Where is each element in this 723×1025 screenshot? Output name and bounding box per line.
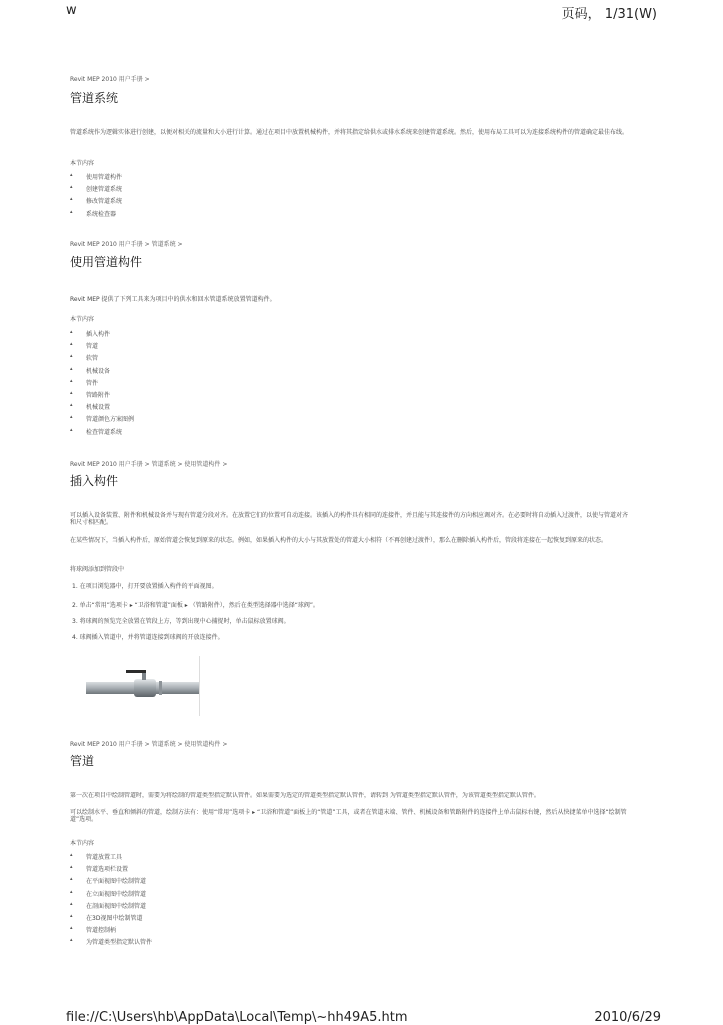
- footer-date: 2010/6/29: [594, 1010, 661, 1025]
- contents-link[interactable]: ▴ 机械设备: [70, 366, 134, 378]
- contents-link[interactable]: ▴ 创建管道系统: [70, 184, 122, 196]
- breadcrumb[interactable]: Revit MEP 2010 用户手册 >: [70, 76, 150, 83]
- section-paragraph: 可以插入设备装置、附件和机械设备并与现有管道分段对齐。在放置它们的位置可自动连接。该插入的构件具有相同的连接件，并且能与其连接件的方向相应调对齐。在必要时将自动插入过渡件，以使与管道对齐和尺寸相匹配。: [70, 512, 629, 526]
- valve-stem: [142, 673, 146, 680]
- contents-list: [70, 852, 152, 950]
- header-left-text: w: [66, 3, 77, 18]
- contents-link[interactable]: ▴ 管道控制柄: [70, 925, 152, 937]
- contents-link[interactable]: ▴ 检查管道系统: [70, 427, 134, 439]
- step-1: 1. 在项目浏览器中，打开要放置插入构件的平面视图。: [72, 583, 218, 590]
- breadcrumb[interactable]: Revit MEP 2010 用户手册 > 管道系统 > 使用管道构件 >: [70, 461, 228, 468]
- footer-file-path: file://C:\Users\hb\AppData\Local\Temp\~hh49A5.htm: [66, 1010, 408, 1025]
- contents-link[interactable]: ▴ 管道: [70, 341, 134, 353]
- section-paragraph: 可以绘制水平、垂直和倾斜的管道，绘制方法有：使用“常用”选项卡 ▸ “卫浴和管道”面板上的“管道”工具，或者在管道末端、管件、机械设备和管路附件的连接件上单击鼠标右键，然后从快捷菜单中选择“绘制管道”选项。: [70, 809, 627, 823]
- breadcrumb[interactable]: Revit MEP 2010 用户手册 > 管道系统 > 使用管道构件 >: [70, 741, 228, 748]
- valve-body: [134, 679, 156, 697]
- contents-link[interactable]: ▴ 系统检查器: [70, 209, 122, 221]
- contents-link[interactable]: ▴ 管件: [70, 378, 134, 390]
- section-title: 管道系统: [70, 91, 119, 105]
- header-page-number: 页码， 1/31(W): [561, 7, 657, 22]
- contents-list: [70, 329, 134, 439]
- contents-link[interactable]: ▴ 为管道类型指定默认管件: [70, 937, 152, 949]
- contents-link[interactable]: ▴ 管路附件: [70, 390, 134, 402]
- valve-handle: [126, 670, 146, 673]
- procedure-steps: [72, 581, 319, 641]
- contents-link[interactable]: ▴ 修改管道系统: [70, 196, 122, 208]
- contents-label: 本节内容: [70, 316, 95, 323]
- section-paragraph: 在某些情况下，当插入构件后，原始管道会恢复到原来的状态。例如，如果插入构件的大小与其放置处的管道大小相符（不再创建过渡件），那么在删除插入构件后，管段将连接在一起恢复到原来的状态。: [70, 537, 608, 544]
- contents-label: 本节内容: [70, 160, 95, 167]
- contents-link[interactable]: ▴ 插入构件: [70, 329, 134, 341]
- contents-link[interactable]: ▴ 在立面视图中绘制管道: [70, 889, 152, 901]
- contents-link[interactable]: ▴ 在平面视图中绘制管道: [70, 876, 152, 888]
- image-border: [199, 656, 200, 716]
- section-paragraph: 第一次在项目中绘制管道时，需要为将绘制的管道类型指定默认管件。如果需要为选定的管道类型指定默认管件，请转到 为管道类型指定默认管件，为该管道类型指定默认管件。: [70, 792, 540, 799]
- contents-link[interactable]: ▴ 使用管道构件: [70, 172, 122, 184]
- step-4: 4. 球阀插入管道中，并将管道连接到球阀的开放连接件。: [72, 634, 224, 641]
- contents-link[interactable]: ▴ 管道颜色方案图例: [70, 414, 134, 426]
- step-2: 2. 单击“常用”选项卡 ▸ “卫浴和管道”面板 ▸ （管路附件），然后在类型选择器中选择“球阀”。: [72, 602, 319, 609]
- section-title: 使用管道构件: [70, 255, 143, 269]
- procedure-label: 将球阀添加到管段中: [70, 566, 125, 573]
- section-paragraph: 管道系统作为逻辑实体进行创建，以便对相关的流量和大小进行计算。通过在项目中放置机械构件，并将其指定给供水或排水系统来创建管道系统。然后，使用布局工具可以为连接系统构件的管道确定最佳布线。: [70, 129, 629, 136]
- contents-link[interactable]: ▴ 在剖面视图中绘制管道: [70, 901, 152, 913]
- ball-valve-illustration: [84, 668, 204, 708]
- section-paragraph: Revit MEP 提供了下列工具来为项目中的供水和回水管道系统放置管道构件。: [70, 296, 276, 303]
- contents-link[interactable]: ▴ 管道选项栏设置: [70, 864, 152, 876]
- breadcrumb[interactable]: Revit MEP 2010 用户手册 > 管道系统 >: [70, 241, 183, 248]
- contents-link[interactable]: ▴ 管道放置工具: [70, 852, 152, 864]
- section-title: 管道: [70, 754, 95, 768]
- contents-list: [70, 172, 122, 221]
- step-3: 3. 将球阀的预览完全放置在管段上方，等到出现中心捕捉时，单击鼠标放置球阀。: [72, 618, 290, 625]
- contents-link[interactable]: ▴ 机械设置: [70, 402, 134, 414]
- contents-link[interactable]: ▴ 在3D视图中绘制管道: [70, 913, 152, 925]
- valve-flange: [159, 681, 162, 695]
- contents-label: 本节内容: [70, 840, 95, 847]
- section-title: 插入构件: [70, 474, 119, 488]
- contents-link[interactable]: ▴ 软管: [70, 353, 134, 365]
